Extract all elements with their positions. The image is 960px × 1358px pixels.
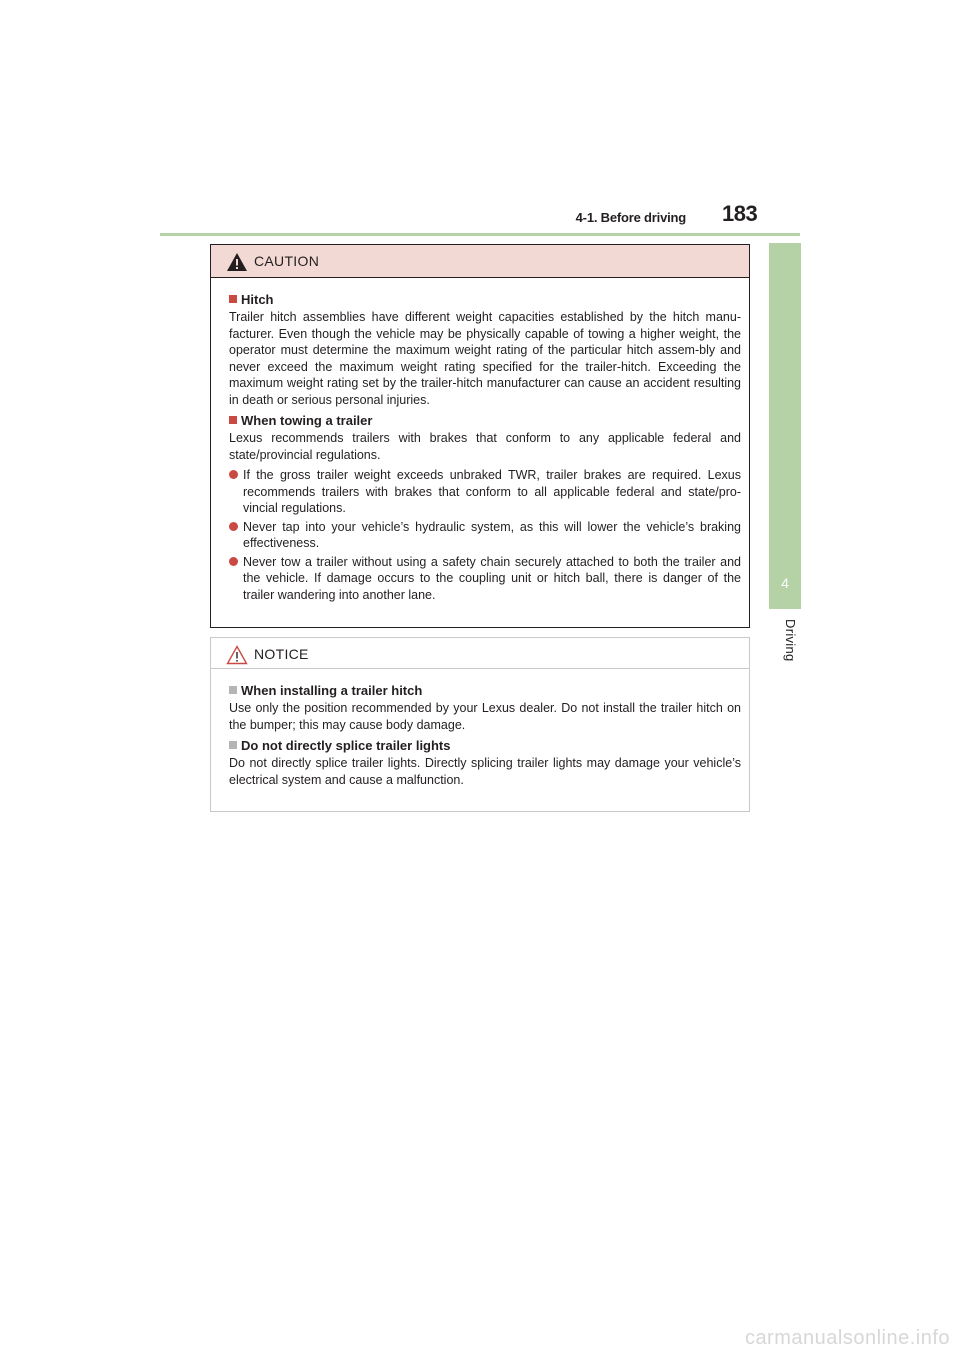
chapter-tab-number: 4 [781,575,789,591]
header-divider [160,233,800,236]
caution-bullet-text: If the gross trailer weight exceeds unbraked TWR, trailer brakes are required. Lexus recommends trailers with brakes that conform to all applicable federal and state/pro-vincial regulations. [243,468,741,515]
caution-header [211,245,749,278]
section-title: 4-1. Before driving [575,210,686,225]
caution-section-title [229,291,741,308]
notice-section-title-text: Do not directly splice trailer lights [241,738,451,753]
notice-header [211,638,749,669]
caution-bullet-text: Never tow a trailer without using a safety chain securely attached to both the trailer and the vehicle. If damage occurs to the coupling unit or hitch ball, there is danger of the trailer wandering into another lane. [243,554,741,602]
chapter-tab [769,243,801,609]
caution-bullet-text: Never tap into your vehicle’s hydraulic system, as this will lower the vehicle’s braking effectiveness. [243,519,741,550]
caution-section-text: Trailer hitch assemblies have different weight capacities established by the hitch manu-facturer. Even though the vehicle may be physically capable of towing a higher weight, the operator must determine the maximum weight rating of the particular hitch assem-bly and never exceed the maximum weight rating specified for the trailer-hitch. Exceeding the maximum weight rating set by the trailer-hitch manufacturer can cause an accident resulting in death or serious personal injuries. [229,310,741,407]
warning-triangle-icon [226,252,248,272]
square-bullet-icon [229,416,237,424]
caution-label: CAUTION [254,253,320,269]
notice-box [210,637,750,812]
page-number: 183 [722,201,758,226]
notice-body [211,669,749,788]
notice-section-title [229,682,741,699]
caution-body [211,278,749,603]
round-bullet-icon [229,522,238,531]
chapter-tab-label: Driving [783,619,798,662]
square-bullet-icon [229,686,237,694]
caution-section-title [229,412,741,429]
notice-section-title [229,737,741,754]
caution-bullet [229,554,741,604]
warning-triangle-outline-icon [226,645,248,665]
caution-box [210,244,750,628]
page-header [0,0,960,240]
notice-section-title-text: When installing a trailer hitch [241,683,423,698]
caution-section-title-text: When towing a trailer [241,413,373,428]
square-bullet-icon [229,741,237,749]
notice-section-text: Use only the position recommended by your Lexus dealer. Do not install the trailer hitch on the bumper; this may cause body damage. [229,701,741,732]
caution-bullet [229,519,741,552]
round-bullet-icon [229,557,238,566]
caution-bullet [229,467,741,517]
round-bullet-icon [229,470,238,479]
square-bullet-icon [229,295,237,303]
notice-label: NOTICE [254,646,309,662]
caution-section-title-text: Hitch [241,292,274,307]
watermark: carmanualsonline.info [744,1327,950,1349]
caution-section-text: Lexus recommends trailers with brakes that conform to any applicable federal and state/provincial regulations. [229,431,741,462]
notice-section-text: Do not directly splice trailer lights. Directly splicing trailer lights may damage your vehicle’s electrical system and cause a malfunction. [229,756,741,787]
